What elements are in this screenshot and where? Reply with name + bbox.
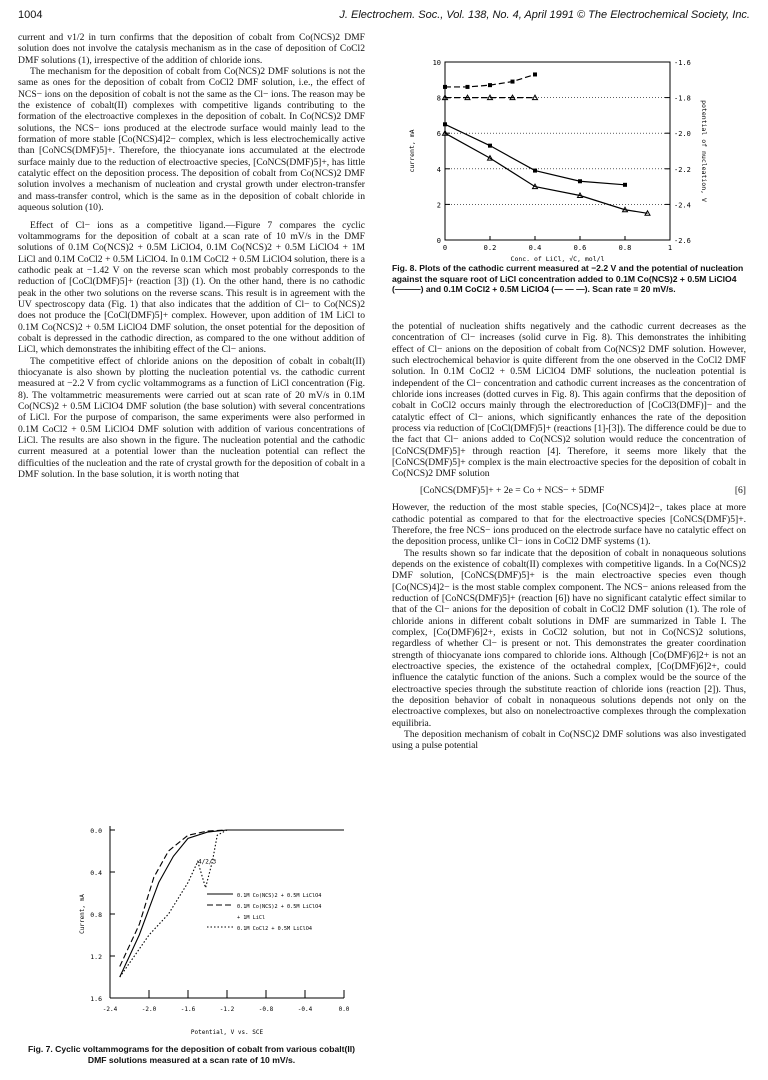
x-tick-label: 0.4 [528, 244, 542, 252]
legend-label: 0.1M CoCl2 + 0.5M LiClO4 [237, 926, 312, 932]
x-tick-label: 0.6 [573, 244, 587, 252]
data-point [443, 85, 447, 89]
data-point [488, 83, 492, 87]
figure-8-chart [400, 52, 730, 262]
x-tick-label: -0.4 [297, 1006, 313, 1013]
x-tick-label: 0.0 [338, 1006, 350, 1013]
legend-label: + 1M LiCl [237, 915, 266, 921]
y-tick-label: 0 [436, 237, 441, 245]
x-tick-label: 1 [667, 244, 673, 252]
equation-6 [420, 485, 746, 496]
y-tick-label: 0.4 [90, 869, 102, 877]
y2-tick-label: -2.6 [674, 237, 691, 245]
x-tick-label: 0.8 [618, 244, 632, 252]
equation-number: [6] [734, 484, 746, 496]
running-header [18, 9, 750, 25]
y-axis-label: current, mA [408, 129, 416, 173]
y-tick-label: 4 [436, 165, 441, 174]
paragraph: However, the reduction of the most stable species, [Co(NCS)4]2−, takes place at more cathodic potential as compared to that for the electroactive species [CoNCS(DMF)5]+. Therefore, the free NCS− ions produced on the electrode surface have no catalytic effect on the deposition process, unlike Cl− ions in CoCl2 DMF systems (1). [392, 502, 746, 548]
y-tick-label: 10 [432, 59, 441, 67]
plot-frame [445, 62, 670, 240]
y-tick-label: 1.6 [90, 995, 102, 1003]
data-point [533, 169, 537, 173]
paragraph: The results shown so far indicate that the deposition of cobalt in nonaqueous solutions depends on the existence of cobalt(II) complexes with competitive ligands. In a Co(NCS)2 DMF solution, [CoNCS(DMF)5]+ is the main electroactive species even though [Co(NCS)4]2− is the most stable complex component. The NCS− anions released from the reduction of [CoNCS(DMF)5]+ (reaction [6]) have no significant catalytic effect similar to that of the Cl− anions for the deposition of cobalt in CoCl2 DMF solution (1). The role of chloride anions in different cobalt solutions in DMF are summarized in Table I. The complex, [Co(DMF)6]2+, exists in CoCl2 solution, but not in Co(NCS)2 solutions, regardless of whether Cl− is present or not. This demonstrates the greater coordination strength of thiocyanate ions compared to chloride ions. Although [Co(DMF)6]2+ is not an electroactive species, the existence of the octahedral complex, [Co(DMF)6]2+, could influence the catalytic function of the anions. Such a complex would be the source of the electroactive species through the substitute reaction of chloride ions (reaction [2]). Thus, the deposition behavior of cobalt in nonaqueous solutions depends not only on the electroactive complexes, but also on nonelectroactive complexes through the complexation equilibria. [392, 547, 746, 729]
legend-label: 0.1M Co(NCS)2 + 0.5M LiClO4 [237, 904, 322, 910]
figure-7-caption: Fig. 7. Cyclic voltammograms for the deposition of cobalt from various cobalt(II) DMF solutions measured at a scan rate of 10 mV/s. [27, 1044, 356, 1065]
equation-text: [CoNCS(DMF)5]+ + 2e = Co + NCS− + 5DMF [420, 484, 605, 496]
page-number: 1004 [18, 9, 43, 21]
left-column [18, 32, 365, 480]
y-tick-label: 0.8 [90, 911, 102, 919]
figure-8-plot [408, 59, 708, 262]
data-point [623, 183, 627, 187]
y2-tick-label: -2.0 [674, 130, 691, 139]
right-column [392, 321, 746, 752]
paragraph: The mechanism for the deposition of cobalt from Co(NCS)2 DMF solutions is not the same as ones for the deposition of cobalt from CoCl2 DMF solution, i.e., the effect of NCS− ions on the deposition of cobalt is not the same as the Cl− ions. The reason may be the existence of cobalt(II) complexes with competitive ligands contributing to the formation of the electroactive complexes in the deposition of cobalt. In Co(NCS)2 DMF solutions, the NCS− ions produced at the electrode surface would mainly lead to the formation of more stable [Co(NCS)4]2− complex, which is less electrochemically active than [CoNCS(DMF)5]+. Therefore, the thiocyanate ions accumulated at the electrode surface mainly due to the reduction of electroactive species, [CoNCS(DMF)5]+, has little catalytic effect on the deposition process. The deposition of cobalt from Co(NCS)2 DMF solution involves a mechanism of nucleation and crystal growth under electron-transfer and mass-transfer control, which is the same as in the deposition of cobalt chloride in aqueous solution (10). [18, 66, 365, 214]
paragraph: The competitive effect of chloride anions on the deposition of cobalt in cobalt(II) thiocyanate is also shown by plotting the nucleation potential vs. the cathodic current measured at −2.2 V from cyclic voltammograms as a function of LiCl concentration (Fig. 8). The voltammetric measurements were carried out at scan rate of 20 mV/s in 0.1M Co(NCS)2 + 0.5M LiClO4 DMF solution (the base solution) with several concentrations of LiCl. For the purpose of comparison, the same experiments were also performed in 0.1M CoCl2 + 0.5M LiClO4 DMF solution with addition of various concentrations of LiCl. The results are also shown in the figure. The nucleation potential and the cathodic current measured at a potential lower than the nucleation potential can reflect the difficulties of the nucleation and the rate of crystal growth for the deposition of cobalt in a DMF solution. In the base solution, it is worth noting that [18, 355, 365, 481]
paragraph: the potential of nucleation shifts negatively and the cathodic current decreases as the concentration of Cl− increases (solid curve in Fig. 8). This demonstrates the inhibiting effect of Cl− anions on the deposition of cobalt from Co(NCS)2 DMF solution. However, such electrochemical behavior is quite different from the one observed in the CoCl2 DMF solution. In 0.1M CoCl2 + 0.5M LiClO4 DMF solutions, the nucleation potential is independent of the Cl− concentration and cathodic current increases as the concentration of chloride ions increases (dotted curves in Fig. 8). This again confirms that the deposition of cobalt in CoCl2 occurs mainly through the electroreduction of [CoCl3(DMF)]− and the catalytic effect of Cl− anions, which significantly enhances the rate of the deposition process via reduction of [CoCl(DMF)5]+ (reactions [1]-[3]). The difference could be due to the fact that Cl− anions added to Co(NCS)2 solution would reduce the concentration of [CoNCS(DMF)5]+ through reaction [4]. Therefore, it seems more likely that the [CoNCS(DMF)5]+ complex is the main electroactive species for the deposition of cobalt in Co(NCS)2 DMF solution [392, 321, 746, 480]
legend-label: 0.1M Co(NCS)2 + 0.5M LiClO4 [237, 893, 322, 899]
y2-tick-label: -1.6 [674, 59, 691, 67]
paragraph: Effect of Cl− ions as a competitive ligand.—Figure 7 compares the cyclic voltammograms for the deposition of cobalt at a scan rate of 10 mV/s in the DMF solutions of 0.1M Co(NCS)2 + 0.5M LiClO4, 0.1M Co(NCS)2 + 0.5M LiClO4 + 1M LiCl and 0.1M CoCl2 + 0.5M LiClO4. In 0.1M CoCl2 + 0.5M LiClO4 solution, there is a cathodic peak at −1.42 V on the reverse scan which most probably corresponds to the reduction of [CoCl(DMF)5]+ (reaction [3]) (1). On the other hand, there is no cathodic peak in the other two solutions on the reverse scans. This result is in agreement with the UV spectroscopy data (Fig. 1) that also indicates that the addition of Cl− to Co(NCS)2 does not produce the [CoCl(DMF)5]+ complex. However, upon addition of 1M LiCl to 0.1M Co(NCS)2 + 0.5M LiClO4 DMF solution, the onset potential for the deposition of cobalt is depressed in the cathodic direction, as compared to the one without addition of LiCl, which demonstrates the inhibiting effect of the Cl− anions. [18, 219, 365, 356]
x-tick-label: -1.6 [180, 1006, 196, 1013]
y-axis-label: Current, mA [79, 894, 86, 934]
y2-tick-label: -1.8 [674, 94, 691, 103]
y-tick-label: 0.0 [90, 827, 102, 835]
journal-citation: J. Electrochem. Soc., Vol. 138, No. 4, April 1991 © The Electrochemical Society, Inc. [339, 9, 750, 21]
x-tick-label: 0.2 [483, 244, 497, 252]
y2-tick-label: -2.2 [674, 165, 691, 174]
figure-7-chart [72, 818, 362, 1040]
y2-tick-label: -2.4 [674, 201, 691, 210]
x-tick-label: -2.0 [141, 1006, 157, 1013]
x-axis-label: Potential, V vs. SCE [190, 1029, 264, 1036]
figure-7-plot [79, 826, 350, 1036]
paragraph: current and v1/2 in turn confirms that the deposition of cobalt from Co(NCS)2 DMF solution does not involve the catalysis mechanism as in the case of deposition of CoCl2 DMF solutions (1), irrespective of the addition of chloride ions. [18, 32, 365, 66]
y2-axis-label: potential of nucleation, V [700, 100, 708, 202]
data-point [443, 122, 447, 126]
y-tick-label: 2 [436, 201, 441, 210]
x-tick-label: -2.4 [102, 1006, 118, 1013]
curve-annotation: 4/2/3 [198, 858, 217, 866]
y-tick-label: 1.2 [90, 953, 102, 961]
data-point [466, 85, 470, 89]
x-tick-label: -0.8 [258, 1006, 274, 1013]
data-point [578, 179, 582, 183]
x-tick-label: 0 [442, 244, 448, 252]
y-tick-label: 8 [436, 94, 441, 103]
x-tick-label: -1.2 [219, 1006, 235, 1013]
y-tick-label: 6 [436, 130, 441, 139]
figure-8-caption: Fig. 8. Plots of the cathodic current measured at −2.2 V and the potential of nucleation against the square root of LiCl concentration added to 0.1M Co(NCS)2 + 0.5M LiClO4 (———) and 0.1M CoCl2 + 0.5M LiClO4 (— — —). Scan rate = 20 mV/s. [392, 263, 744, 295]
x-axis-label: Conc. of LiCl, √C, mol/l [510, 255, 605, 262]
data-point [488, 144, 492, 148]
paragraph: The deposition mechanism of cobalt in Co(NSC)2 DMF solutions was also investigated using a pulse potential [392, 729, 746, 752]
data-point [533, 72, 537, 76]
data-point [511, 80, 515, 84]
